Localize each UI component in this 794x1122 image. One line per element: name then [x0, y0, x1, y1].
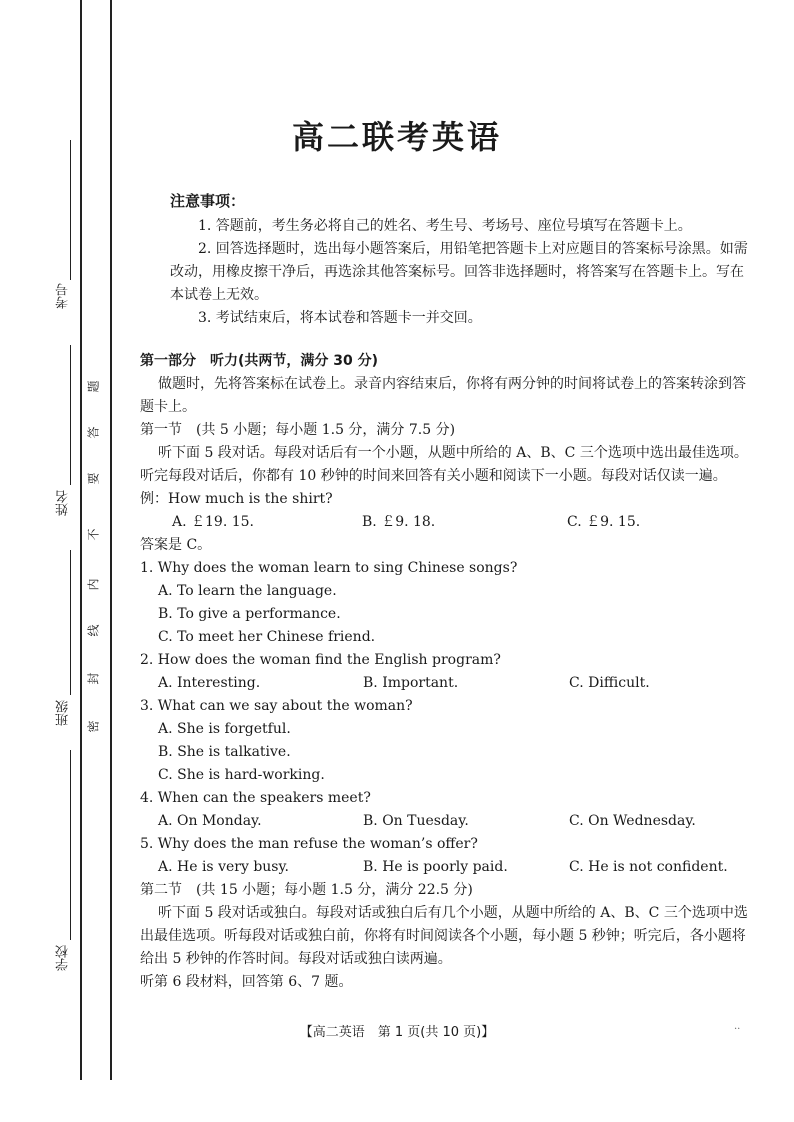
example-question: 例：How much is the shirt?	[140, 491, 333, 507]
question-4-options	[140, 810, 750, 833]
option-b: B. She is talkative.	[158, 744, 291, 760]
school-field	[54, 945, 73, 971]
option-a: A. Interesting.	[158, 675, 261, 691]
option-b: B. To give a performance.	[158, 606, 341, 622]
option-c: C. She is hard-working.	[158, 767, 325, 783]
option-a: A. On Monday.	[158, 813, 262, 829]
binding-line-right	[110, 0, 112, 1080]
question-5-options	[140, 856, 750, 879]
option-c: C. To meet her Chinese friend.	[158, 629, 376, 645]
option-b: B. He is poorly paid.	[363, 859, 508, 875]
class-field	[54, 700, 73, 726]
school-underline	[70, 750, 71, 940]
seal-char: 封	[86, 672, 101, 685]
question-2-options	[140, 672, 750, 695]
question-4: 4. When can the speakers meet?	[140, 790, 371, 806]
seal-char: 不	[86, 528, 101, 541]
seal-char: 题	[86, 380, 101, 393]
option-a: A. To learn the language.	[158, 583, 337, 599]
page-title: 高二联考英语	[291, 118, 502, 156]
notice-item: 2. 回答选择题时，选出每小题答案后，用铅笔把答题卡上对应题目的答案标号涂黑。如需改动，用橡皮擦干净后，再选涂其他答案标号。回答非选择题时，将答案写在答题卡上。写在本试卷上无效。	[170, 241, 748, 303]
exam-content	[140, 190, 750, 994]
class-label: 班级	[56, 700, 71, 726]
notice-item: 1. 答题前，考生务必将自己的姓名、考生号、考场号、座位号填写在答题卡上。	[198, 218, 692, 234]
option-c: C. He is not confident.	[569, 859, 728, 875]
seal-char: 密	[86, 720, 101, 733]
option-c: C. On Wednesday.	[569, 813, 696, 829]
option-b: B. ￡9. 18.	[362, 514, 436, 530]
exam-no-label: 考号	[56, 283, 71, 309]
section1-intro: 听下面 5 段对话。每段对话后有一个小题，从题中所给的 A、B、C 三个选项中选出最佳选项。听完每段对话后，你都有 10 秒钟的时间来回答有关小题和阅读下一小题。每段对话仅读一遍。	[140, 445, 748, 484]
part1-intro: 做题时，先将答案标在试卷上。录音内容结束后，你将有两分钟的时间将试卷上的答案转涂到答题卡上。	[140, 376, 746, 415]
seal-char: 答	[86, 426, 101, 439]
option-c: C. Difficult.	[569, 675, 650, 691]
name-field	[54, 490, 73, 516]
material-instruction: 听第 6 段材料，回答第 6、7 题。	[140, 974, 353, 990]
option-a: A. She is forgetful.	[158, 721, 291, 737]
option-a: A. ￡19. 15.	[172, 514, 254, 530]
seal-char: 内	[86, 578, 101, 591]
binding-line-left	[80, 0, 82, 1080]
option-a: A. He is very busy.	[158, 859, 289, 875]
option-b: B. Important.	[363, 675, 459, 691]
example-answer: 答案是 C。	[140, 537, 212, 553]
notice-title: 注意事项：	[170, 192, 246, 210]
question-5: 5. Why does the man refuse the woman’s offer?	[140, 836, 478, 852]
section2-intro: 听下面 5 段对话或独白。每段对话或独白后有几个小题，从题中所给的 A、B、C 三个选项中选出最佳选项。听每段对话或独白前，你将有时间阅读各个小题，每小题 5 秒钟；听完后，各小题将给出 5 秒钟的作答时间。每段对话或独白读两遍。	[140, 905, 748, 967]
option-c: C. ￡9. 15.	[567, 514, 641, 530]
exam-no-field	[54, 283, 73, 309]
question-1: 1. Why does the woman learn to sing Chinese songs?	[140, 560, 518, 576]
question-3: 3. What can we say about the woman?	[140, 698, 413, 714]
page-footer: 【高二英语 第 1 页(共 10 页)】	[299, 1025, 495, 1040]
section2-title: 第二节 (共 15 小题；每小题 1.5 分，满分 22.5 分)	[140, 882, 473, 898]
question-2: 2. How does the woman find the English program?	[140, 652, 501, 668]
option-b: B. On Tuesday.	[363, 813, 469, 829]
seal-char: 线	[86, 624, 101, 637]
name-label: 姓名	[56, 490, 71, 516]
class-underline	[70, 550, 71, 695]
part1-title: 第一部分 听力(共两节，满分 30 分)	[140, 353, 379, 369]
example-options	[140, 511, 750, 534]
seal-char: 要	[86, 472, 101, 485]
school-label: 学校	[56, 945, 71, 971]
section1-title: 第一节 (共 5 小题；每小题 1.5 分，满分 7.5 分)	[140, 422, 456, 438]
name-underline	[70, 345, 71, 485]
exam-no-underline	[70, 140, 71, 280]
footer-mark: ..	[734, 1021, 741, 1032]
notice-item: 3. 考试结束后，将本试卷和答题卡一并交回。	[198, 310, 482, 326]
